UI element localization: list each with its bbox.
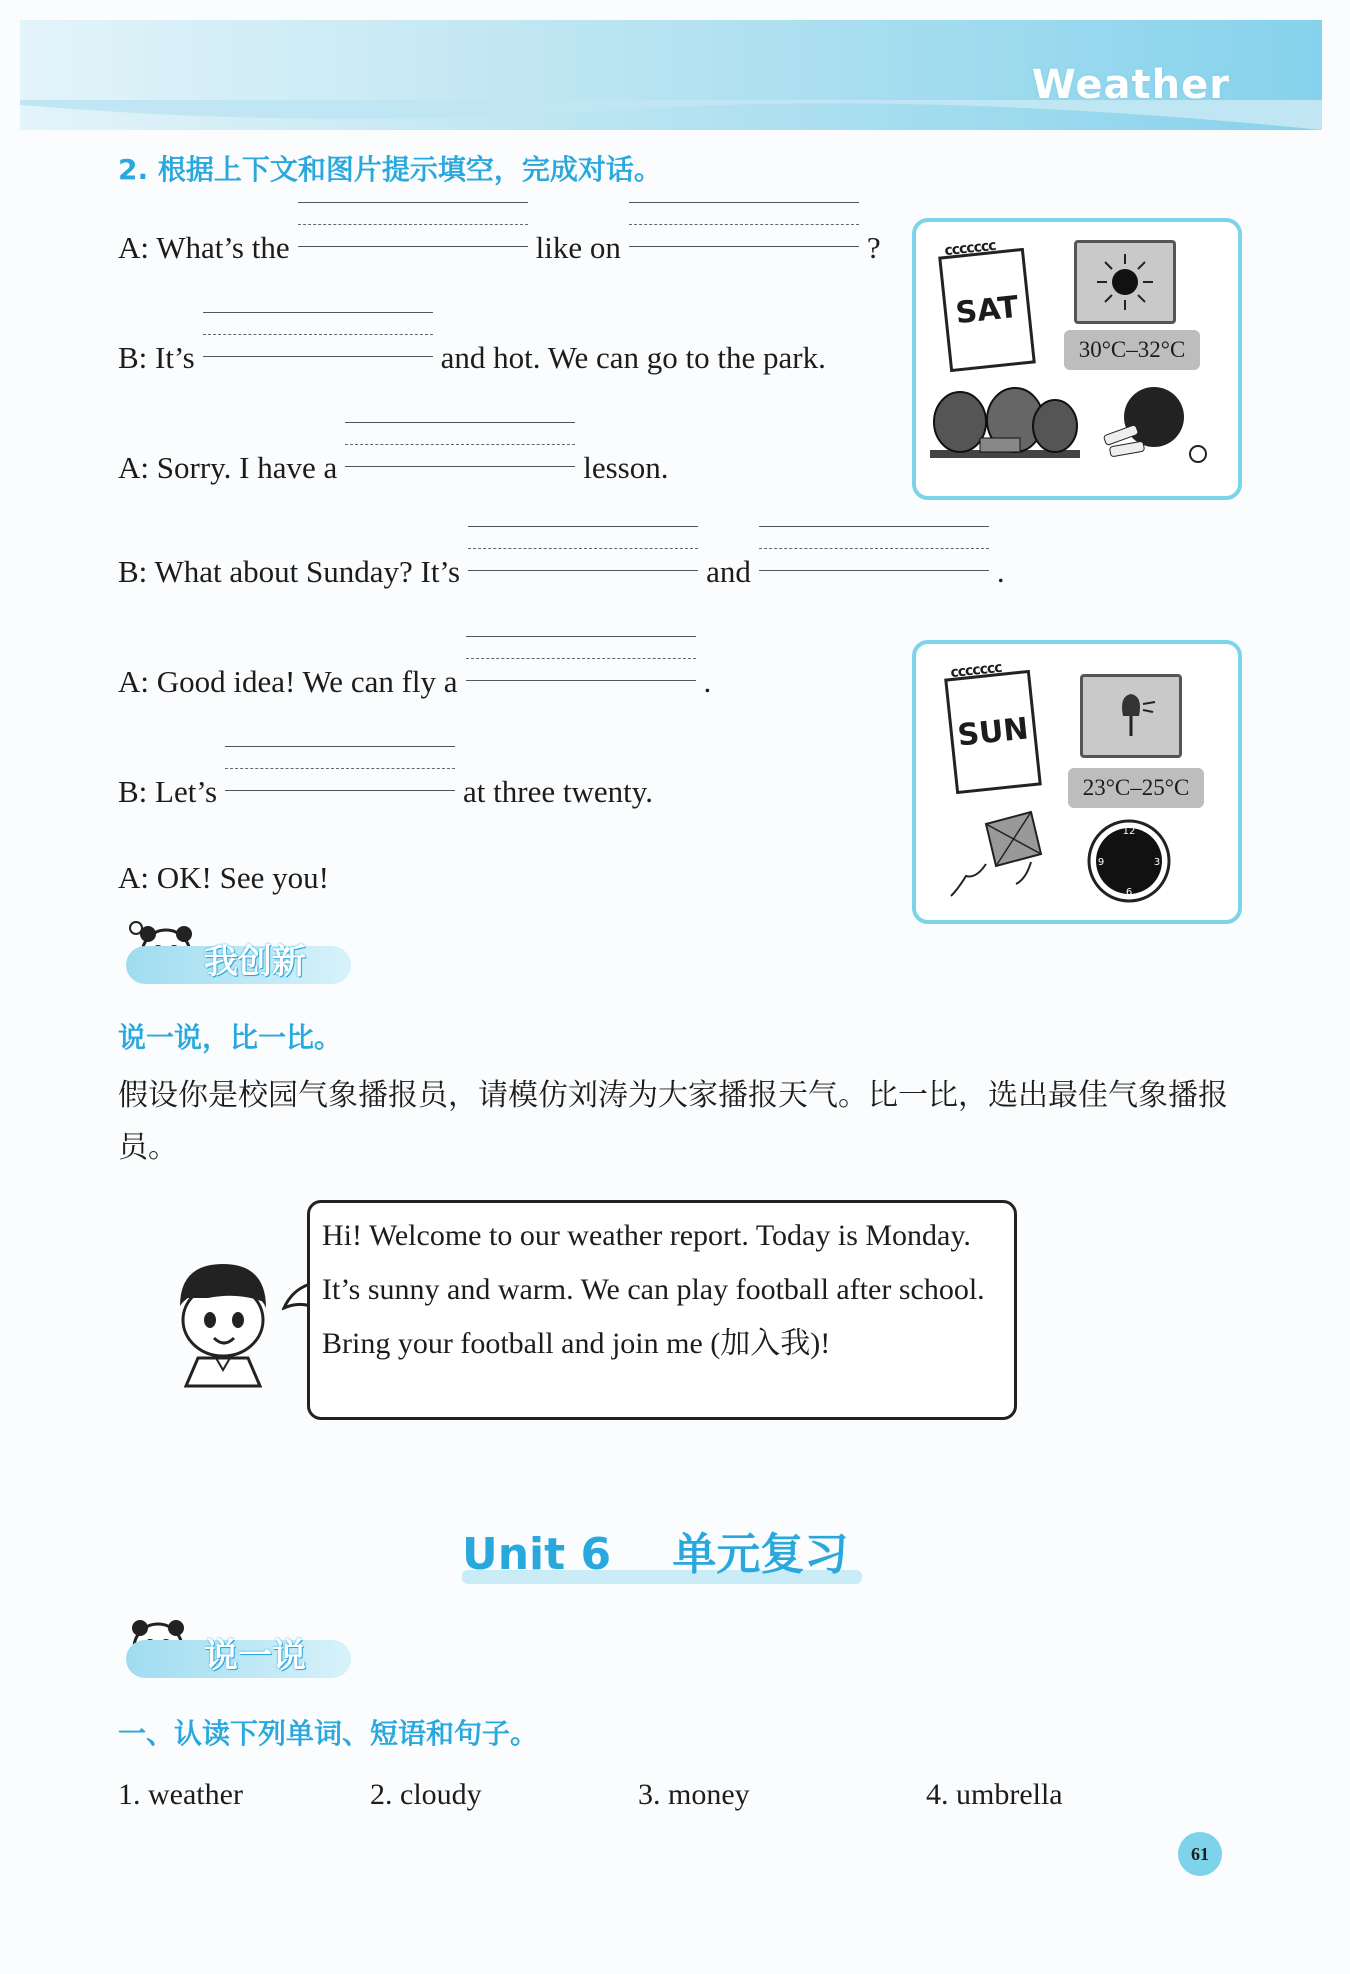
create-heading: 说一说，比一比。 bbox=[118, 1021, 343, 1054]
dialogue-line-6 bbox=[118, 764, 653, 810]
dialogue-text: like on bbox=[535, 230, 621, 265]
calendar-icon: ccccccc SAT bbox=[938, 248, 1036, 372]
svg-text:3: 3 bbox=[1153, 857, 1161, 868]
header-title: Weather bbox=[1031, 62, 1230, 108]
dialogue-text: A: OK! See you! bbox=[118, 860, 329, 895]
dialogue-text: ? bbox=[866, 230, 881, 265]
dialogue-line-4 bbox=[118, 544, 1005, 590]
unit-title: Unit 6 单元复习 bbox=[462, 1529, 849, 1580]
speech-bubble: Hi! Welcome to our weather report. Today is Monday. It’s sunny and warm. We can play football after school. Bring your football and join me (加入我)! bbox=[307, 1200, 1017, 1420]
picture-box-saturday bbox=[912, 218, 1242, 500]
answer-blank[interactable] bbox=[225, 772, 455, 810]
answer-blank[interactable] bbox=[345, 448, 575, 486]
word-item: 1. weather bbox=[118, 1778, 243, 1811]
dialogue-text: . bbox=[703, 664, 712, 699]
dialogue-line-1 bbox=[118, 220, 881, 266]
answer-blank[interactable] bbox=[759, 552, 989, 590]
unit-badge: 说一说 bbox=[204, 1636, 306, 1676]
dialogue-text: . bbox=[996, 554, 1005, 589]
temperature-label: 30°C–32°C bbox=[1064, 330, 1200, 370]
clock-icon bbox=[1084, 816, 1174, 906]
dialogue-text: and bbox=[706, 554, 751, 589]
answer-blank[interactable] bbox=[629, 228, 859, 266]
dialogue-line-7 bbox=[118, 850, 329, 896]
ping-pong-icon bbox=[1094, 382, 1214, 472]
answer-blank[interactable] bbox=[203, 338, 433, 376]
answer-blank[interactable] bbox=[466, 662, 696, 700]
answer-blank[interactable] bbox=[298, 228, 528, 266]
wind-icon bbox=[1080, 674, 1182, 758]
sun-icon bbox=[1074, 240, 1176, 324]
svg-text:9: 9 bbox=[1097, 857, 1105, 868]
dialogue-line-5 bbox=[118, 654, 711, 700]
svg-text:12: 12 bbox=[1122, 826, 1136, 837]
word-item: 3. money bbox=[638, 1778, 750, 1811]
dialogue-text: A: Sorry. I have a bbox=[118, 450, 338, 485]
calendar-icon: ccccccc SUN bbox=[944, 670, 1042, 794]
exercise-2-heading: 2. 根据上下文和图片提示填空，完成对话。 bbox=[118, 153, 662, 186]
svg-text:6: 6 bbox=[1125, 887, 1133, 898]
picture-box-sunday bbox=[912, 640, 1242, 924]
kite-icon bbox=[946, 804, 1056, 904]
answer-blank[interactable] bbox=[468, 552, 698, 590]
dialogue-text: B: Let’s bbox=[118, 774, 218, 809]
dialogue-text: at three twenty. bbox=[463, 774, 653, 809]
unit-heading: 一、认读下列单词、短语和句子。 bbox=[118, 1717, 539, 1750]
park-trees-icon bbox=[930, 382, 1080, 462]
dialogue-line-2 bbox=[118, 330, 826, 376]
create-instruction: 假设你是校园气象播报员，请模仿刘涛为大家播报天气。比一比，选出最佳气象播报员。 bbox=[118, 1079, 1228, 1164]
page-number: 61 bbox=[1178, 1832, 1222, 1876]
dialogue-text: B: What about Sunday? It’s bbox=[118, 554, 461, 589]
word-item: 2. cloudy bbox=[370, 1778, 482, 1811]
create-badge: 我创新 bbox=[204, 942, 306, 982]
dialogue-text: lesson. bbox=[583, 450, 669, 485]
dialogue-text: B: It’s bbox=[118, 340, 195, 375]
dialogue-text: A: What’s the bbox=[118, 230, 290, 265]
dialogue-text: A: Good idea! We can fly a bbox=[118, 664, 458, 699]
dialogue-line-3 bbox=[118, 440, 668, 486]
temperature-label: 23°C–25°C bbox=[1068, 768, 1204, 808]
word-item: 4. umbrella bbox=[926, 1778, 1063, 1811]
boy-avatar bbox=[168, 1258, 278, 1388]
dialogue-text: and hot. We can go to the park. bbox=[440, 340, 826, 375]
